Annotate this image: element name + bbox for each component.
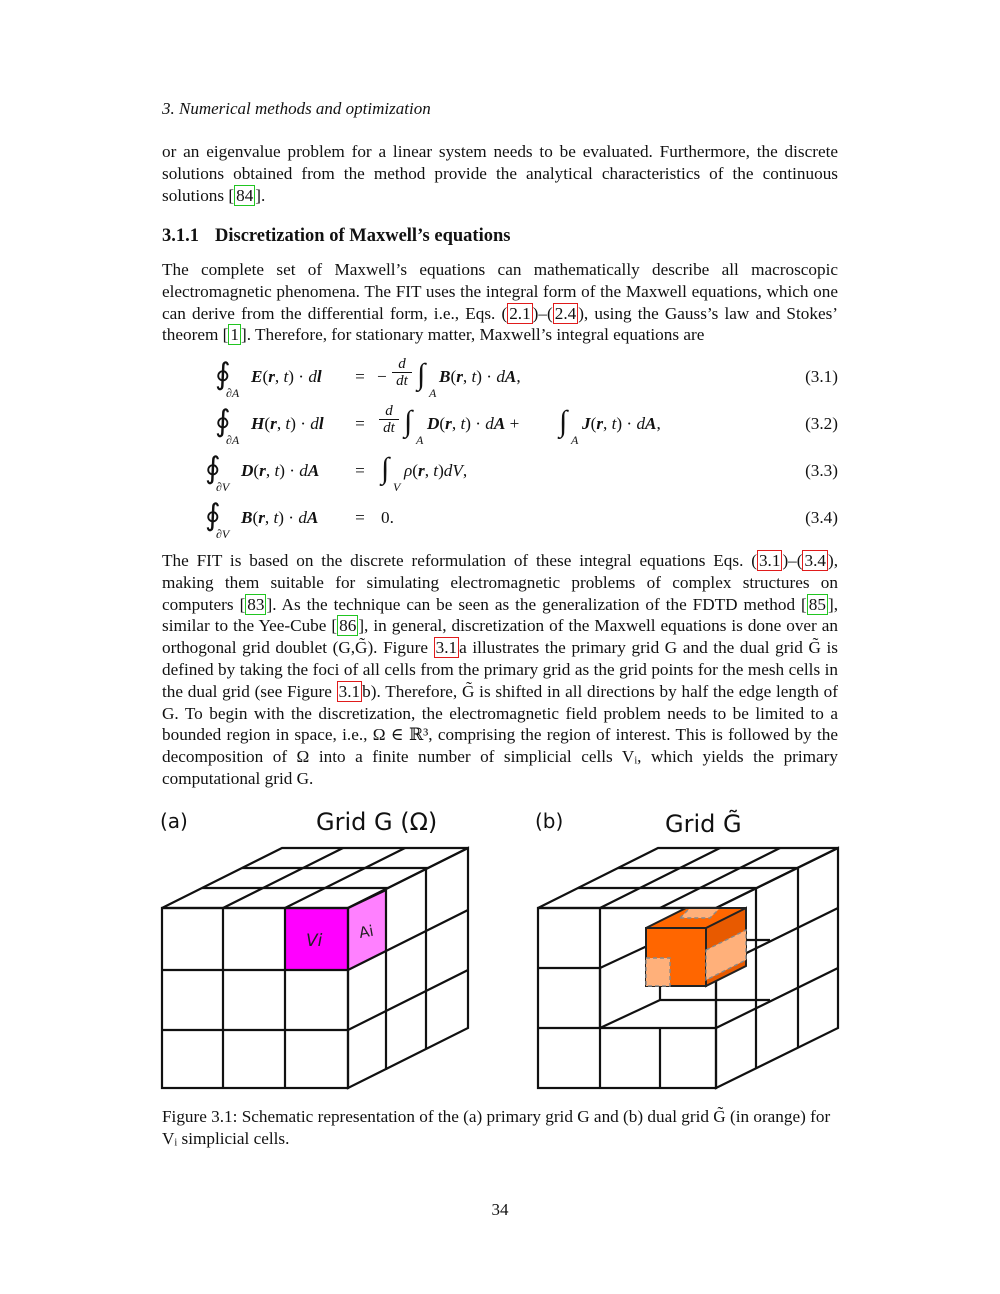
face-label: Ai <box>357 921 375 942</box>
equation-link[interactable]: 3.4 <box>804 551 826 570</box>
citation-link[interactable]: 84 <box>236 185 254 205</box>
equation-number: (3.4) <box>805 508 838 527</box>
figure-caption: Figure 3.1: Schematic representation of the (a) primary grid G and (b) dual grid G̃ (in orange) for Vᵢ simplicial cells. <box>162 1107 831 1148</box>
panel-a-title: Grid G (Ω) <box>316 808 438 836</box>
equation-number: (3.1) <box>805 367 838 386</box>
primary-grid <box>162 848 468 1088</box>
citation-link[interactable]: 86 <box>339 616 357 636</box>
panel-b-title: Grid G̃ <box>665 810 742 838</box>
page-number: 34 <box>491 1200 509 1219</box>
section-heading <box>162 226 510 247</box>
citation-link[interactable]: 83 <box>247 594 265 614</box>
equation-link[interactable]: 2.1 <box>509 303 531 323</box>
equation-3-4: ∮ ∂V B(r, t) · dA = 0. (3.4) <box>205 499 838 541</box>
panel-a-label: (a) <box>160 809 188 833</box>
figure-link[interactable]: 3.1 <box>435 638 458 658</box>
citation-link[interactable]: 85 <box>808 594 826 614</box>
paragraph-fit-description: The FIT is based on the discrete reformulation of these integral equations Eqs. ( 3.1 )–( 3.4 ), making them suitable for simulating electromagnetic problems of complex structures on computers [ 83 ]. As the technique can be seen as the generalization of the FDTD method [ 85 ], similar to the Yee-Cube [ 86 ], in general, discretization of the Maxwell equations is done over an orthogonal grid doublet (G,G̃). Figure 3.1 a illustrates the primary grid G and the dual grid G̃ is defined by taking the foci of all cells from the primary grid as the grid points for the mesh cells in the dual grid (see Figure 3.1 b). Therefore, G̃ is shifted in all directions by half the edge length of G. To begin with the discretization, the electromagnetic field problem needs to be limited to a bounded region in space, i.e., Ω ∈ ℝ³, comprising the region of interest. This is followed by the decomposition of Ω into a finite number of simplicial cells Vᵢ, which yields the primary computational grid G. <box>162 551 838 788</box>
paragraph-maxwell-intro: The complete set of Maxwell’s equations can mathematically describe all macroscopic electromagnetic phenomena. The FIT uses the integral form of the Maxwell equations, which one can derive from the differential form, i.e., Eqs. ( 2.1 )–( 2.4 ), using the Gauss’s law and Stokes’ theorem [ 1 ]. Therefore, for stationary matter, Maxwell’s integral equations are <box>162 260 838 345</box>
equation-link[interactable]: 2.4 <box>554 303 577 323</box>
intro-text: or an eigenvalue problem for a linear system needs to be evaluated. Furthermore, the discrete solutions obtained from the method provide the analytical characteristics of the continuous solutions <box>162 142 838 205</box>
equation-3-2: ∮ ∂A H(r, t) · dl = $\frac{d}{dt}$ ∫ A D(r, t) · dA + ∫ A J(r, t) · dA, (3.2) <box>215 403 838 447</box>
intro-paragraph: or an eigenvalue problem for a linear system needs to be evaluated. Furthermore, the discrete solutions obtained from the method provide the analytical characteristics of the continuous solutions [ 84 ]. <box>162 142 838 205</box>
equation-3-3: ∮ ∂V D(r, t) · dA = ∫ V ρ(r, t)dV, (3.3) <box>205 452 838 494</box>
running-header: 3. Numerical methods and optimization <box>162 99 431 118</box>
equation-link[interactable]: 3.1 <box>758 551 781 570</box>
section-number: 3.1.1 <box>162 226 199 246</box>
dual-cell <box>646 908 746 986</box>
figure-link[interactable]: 3.1 <box>338 681 361 701</box>
cell-label: Vi <box>306 931 323 951</box>
citation-link[interactable]: 1 <box>230 325 239 345</box>
equation-number: (3.3) <box>805 461 838 480</box>
equation-3-1: ∮ ∂A E(r, t) · dl = − $\frac{d}{dt}$ ∫ A B(r, t) · dA, (3.1) <box>215 356 838 400</box>
section-title: Discretization of Maxwell’s equations <box>215 226 511 246</box>
panel-b-label: (b) <box>535 809 564 833</box>
figure-3-1 <box>150 800 850 1095</box>
equation-number: (3.2) <box>805 414 838 433</box>
